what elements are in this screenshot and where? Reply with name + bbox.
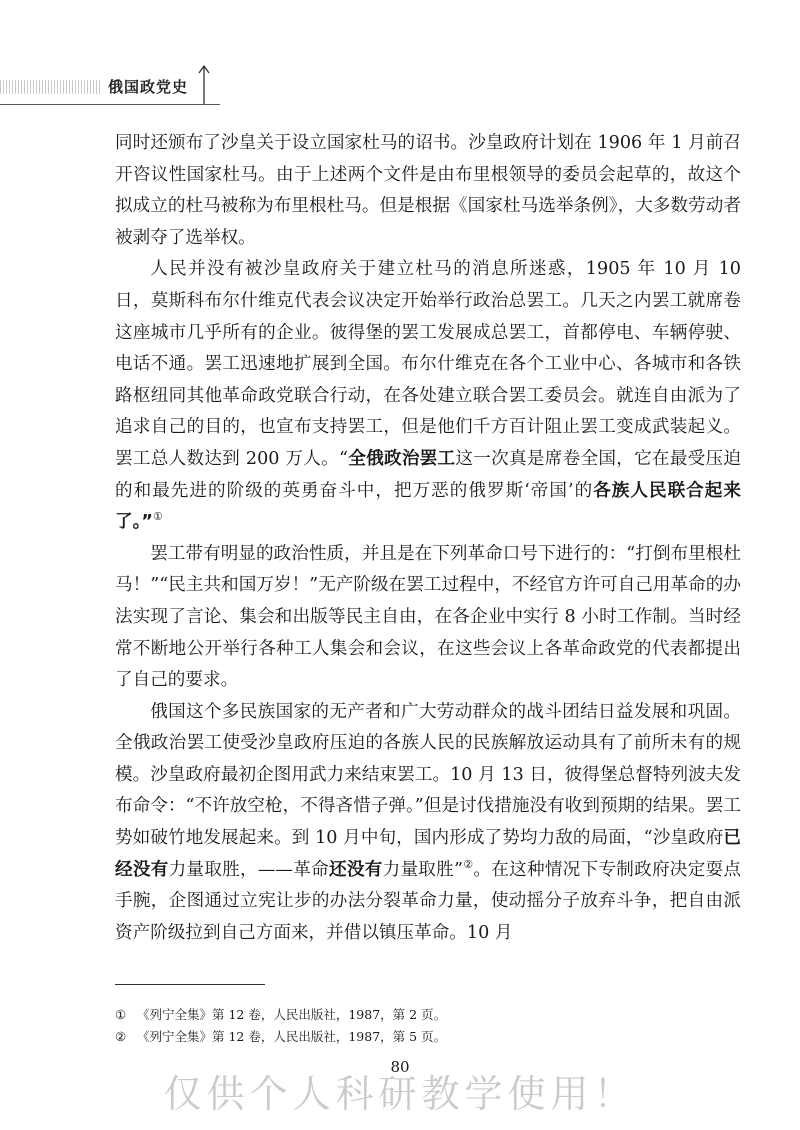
quote-open: “沙皇政府 <box>643 828 724 849</box>
quote-text: 力量取胜，——革命 <box>168 859 330 880</box>
paragraph-2 <box>115 254 741 538</box>
footnote-text: 《列宁全集》第 12 卷，人民出版社，1987，第 2 页。 <box>137 1007 447 1022</box>
body-text <box>115 128 741 949</box>
footnote-ref-2[interactable]: ② <box>463 857 474 871</box>
footnote-mark: ① <box>115 1007 127 1022</box>
paragraph-4-text: 俄国这个多民族国家的无产者和广大劳动群众的战斗团结日益发展和巩固。全俄政治罢工使受沙皇政府压迫的各族人民的民族解放运动具有了前所未有的规模。沙皇政府最初企图用武力来结束罢工。10 月 13 日，彼得堡总督特列波夫发布命令：“不许放空枪，不得吝惜子弹。”但是讨伐措施没有收到预期的结果。罢工势如破竹地发展起来。到 10 月中旬，国内形成了势均力敌的局面， <box>115 701 741 849</box>
page-number: 80 <box>390 1058 410 1076</box>
quote-bold-text: 全俄政治罢工 <box>347 448 456 469</box>
footnote-rule <box>115 984 265 985</box>
watermark: 仅供个人科研教学使用！ <box>163 1072 637 1116</box>
header-stripe-decoration <box>0 80 102 94</box>
footnote-2 <box>115 1026 735 1048</box>
footnotes <box>115 1004 735 1048</box>
paragraph-2-text: 人民并没有被沙皇政府关于建立杜马的消息所迷惑，1905 年 10 月 10 日，莫斯科布尔什维克代表会议决定开始举行政治总罢工。几天之内罢工就席卷这座城市几乎所有的企业。彼得堡的罢工发展成总罢工，首都停电、车辆停驶、电话不通。罢工迅速地扩展到全国。布尔什维克在各个工业中心、各城市和各铁路枢纽同其他革命政党联合行动，在各处建立联合罢工委员会。就连自由派为了追求自己的目的，也宣布支持罢工，但是他们千方百计阻止罢工变成武装起义。罢工总人数达到 200 万人。 <box>115 259 741 469</box>
quote-text: 这一次真是席卷全国，它在最受压迫的和最先进的阶级的英勇奋斗中，把万恶的俄罗斯‘帝国’的 <box>115 448 741 501</box>
quote-close: 联合起来了。” <box>115 480 741 533</box>
quote-bold-text: 已经没有 <box>115 828 742 880</box>
footnote-ref-1[interactable]: ① <box>152 510 163 524</box>
footnote-1 <box>115 1004 735 1026</box>
paragraph-4-tail: 。在这种情况下专制政府决定耍点手腕，企图通过立宪让步的办法分裂革命力量，使动摇分子放弃斗争，把自由派资产阶级拉到自己方面来，并借以镇压革命。10 月 <box>115 859 741 943</box>
paragraph-4 <box>115 697 741 950</box>
arrow-up-icon <box>196 64 212 106</box>
header-title: 俄国政党史 <box>108 78 189 96</box>
quote-bold-text: 还没有 <box>329 859 383 880</box>
footnote-mark: ② <box>115 1029 127 1044</box>
paragraph-1: 同时还颁布了沙皇关于设立国家杜马的诏书。沙皇政府计划在 1906 年 1 月前召开咨议性国家杜马。由于上述两个文件是由布里根领导的委员会起草的，故这个拟成立的杜马被称为布里根杜马。但是根据《国家杜马选举条例》，大多数劳动者被剥夺了选举权。 <box>115 133 741 248</box>
footnote-text: 《列宁全集》第 12 卷，人民出版社，1987，第 5 页。 <box>137 1029 447 1044</box>
paragraph-3: 罢工带有明显的政治性质，并且是在下列革命口号下进行的：“打倒布里根杜马！”“民主共和国万岁！”无产阶级在罢工过程中，不经官方许可自己用革命的办法实现了言论、集会和出版等民主自由，在各企业中实行 8 小时工作制。当时经常不断地公开举行各种工人集会和会议，在这些会议上各革命政党的代表都提出了自己的要求。 <box>115 543 741 691</box>
quote-bold-text: 各族人民 <box>593 480 668 501</box>
quote-close: 力量取胜” <box>382 859 464 880</box>
header-rule <box>0 104 220 105</box>
quote-open: “ <box>338 448 348 469</box>
running-header <box>0 68 230 108</box>
